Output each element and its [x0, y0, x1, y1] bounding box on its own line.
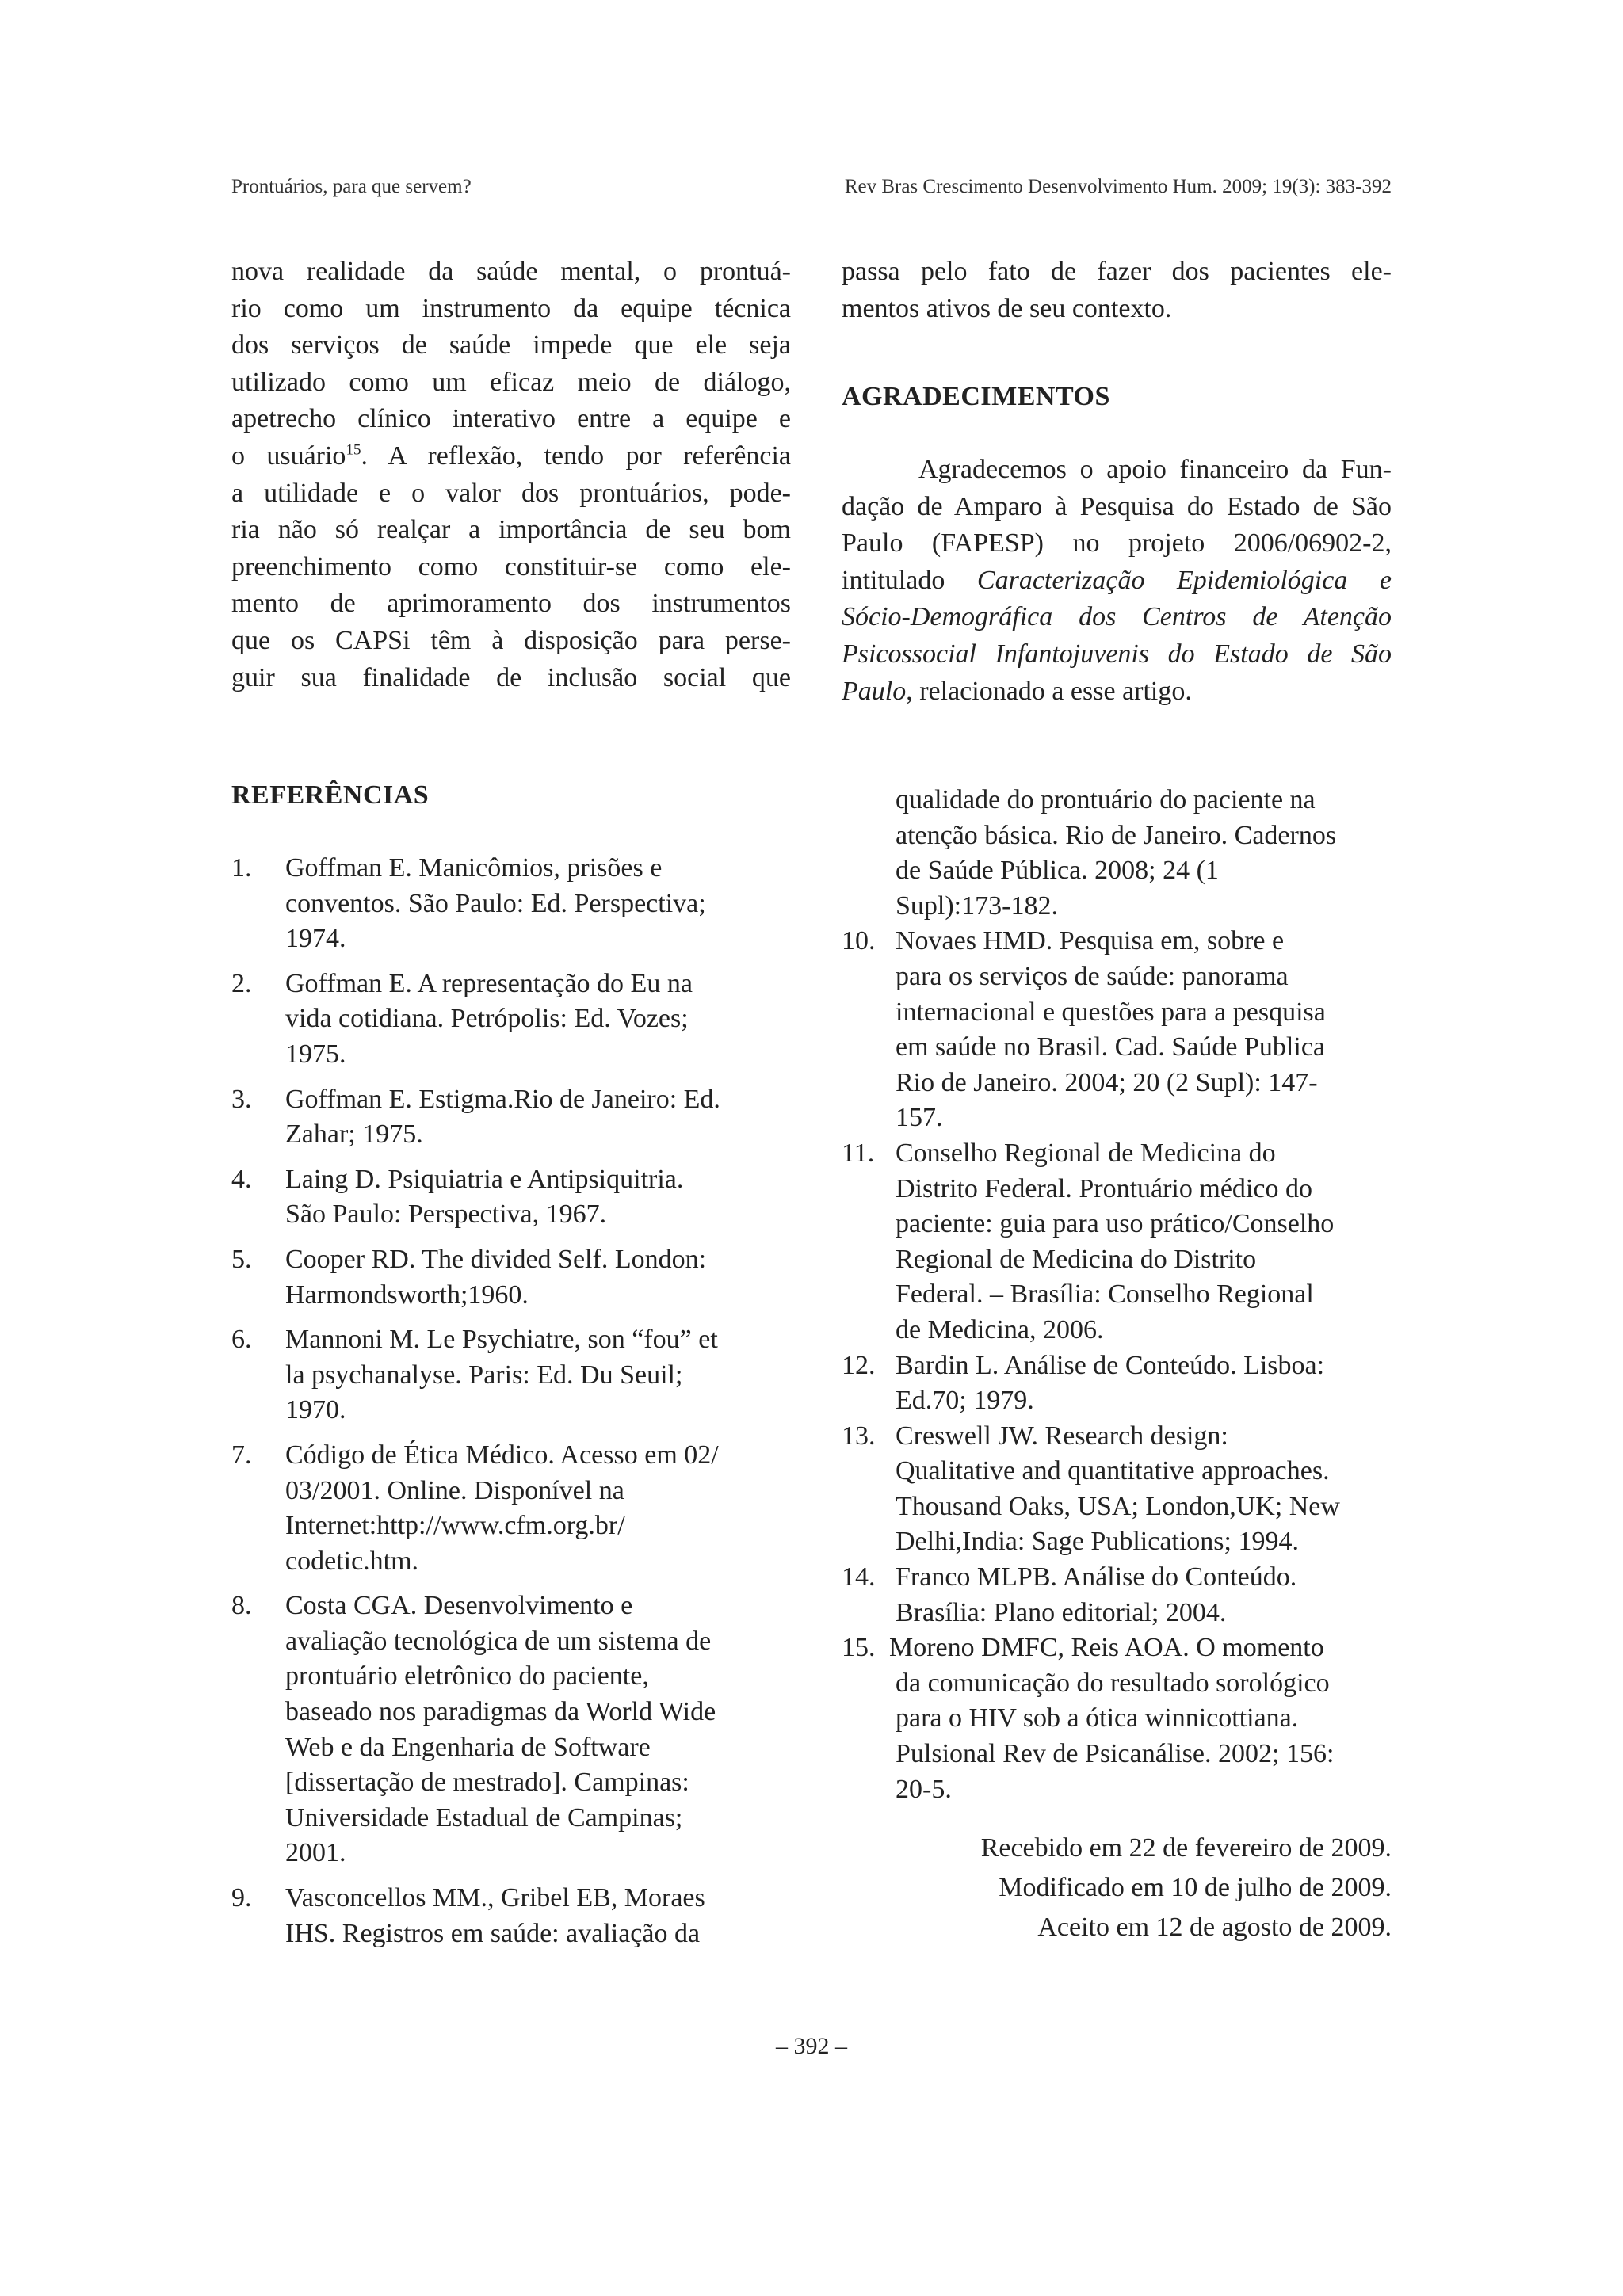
- reference-line: para os serviços de saúde: panorama: [896, 961, 1289, 991]
- reference-text: Moreno DMFC, Reis AOA. O momento: [889, 1633, 1324, 1663]
- body-line: mento de aprimoramento dos instrumentos: [231, 589, 791, 619]
- page-number: – 392 –: [776, 2033, 847, 2059]
- reference-item: [842, 1630, 1412, 1807]
- reference-line: [dissertação de mestrado]. Campinas:: [285, 1768, 689, 1798]
- body-line: passa pelo fato de fazer dos pacientes ele-: [842, 257, 1392, 286]
- body-column-right: [842, 254, 1392, 327]
- reference-line: Federal. – Brasília: Conselho Regional: [896, 1280, 1314, 1310]
- reference-line: Goffman E. Estigma.Rio de Janeiro: Ed.: [285, 1084, 720, 1114]
- reference-line: 20-5.: [896, 1774, 952, 1804]
- body-line: dação de Amparo à Pesquisa do Estado de São: [842, 491, 1392, 521]
- body-column-left: [231, 254, 791, 696]
- reference-line: Supl):173-182.: [896, 891, 1058, 921]
- body-line: apetrecho clínico interativo entre a equipe e: [231, 404, 791, 434]
- reference-item: [842, 1419, 1412, 1560]
- reference-line: Qualitative and quantitative approaches.: [896, 1456, 1330, 1486]
- reference-line: Internet:http://www.cfm.org.br/: [285, 1511, 625, 1541]
- reference-line: 157.: [896, 1103, 943, 1133]
- reference-item: [842, 1136, 1412, 1348]
- body-line: a utilidade e o valor dos prontuários, pode-: [231, 478, 791, 508]
- references-right-column: [842, 783, 1412, 1807]
- reference-continuation: [842, 783, 1412, 924]
- reference-line: Universidade Estadual de Campinas;: [285, 1802, 683, 1833]
- reference-text: Novaes HMD. Pesquisa em, sobre e: [896, 926, 1285, 956]
- body-line: ria não só realçar a importância de seu bom: [231, 515, 791, 545]
- reference-line: [842, 924, 1412, 959]
- reference-item: [231, 967, 802, 1073]
- body-line: guir sua finalidade de inclusão social que: [231, 662, 791, 692]
- body-line: [842, 563, 1392, 600]
- reference-line: de Medicina, 2006.: [896, 1314, 1104, 1344]
- reference-line: Laing D. Psiquiatria e Antipsiquitria.: [285, 1164, 684, 1194]
- reference-item: [842, 1560, 1412, 1630]
- reference-number: 2.: [231, 968, 252, 998]
- reference-line: Cooper RD. The divided Self. London:: [285, 1244, 707, 1274]
- reference-number: 10.: [842, 926, 876, 956]
- reference-line: Mannoni M. Le Psychiatre, son “fou” et: [285, 1325, 718, 1355]
- date-modified: Modificado em 10 de julho de 2009.: [999, 1873, 1392, 1902]
- reference-line: Web e da Engenharia de Software: [285, 1732, 651, 1762]
- project-title-italic: Paulo: [842, 676, 907, 706]
- reference-line: Delhi,India: Sage Publications; 1994.: [896, 1527, 1299, 1557]
- running-header-title: Prontuários, para que servem?: [231, 176, 472, 197]
- reference-line: Distrito Federal. Prontuário médico do: [896, 1173, 1312, 1203]
- body-line: [842, 599, 1392, 636]
- reference-line: Brasília: Plano editorial; 2004.: [896, 1597, 1227, 1627]
- reference-line: Harmondsworth;1960.: [285, 1280, 529, 1310]
- reference-number: 15.: [842, 1633, 876, 1663]
- body-line: Paulo (FAPESP) no projeto 2006/06902-2,: [842, 528, 1392, 559]
- body-line: [842, 673, 1392, 711]
- running-header-journal: Rev Bras Crescimento Desenvolvimento Hum. 2009; 19(3): 383-392: [844, 176, 1392, 197]
- reference-line: para o HIV sob a ótica winnicottiana.: [896, 1703, 1299, 1733]
- reference-line: de Saúde Pública. 2008; 24 (1: [896, 856, 1219, 886]
- body-line: dos serviços de saúde impede que ele seja: [231, 330, 791, 360]
- reference-number: 13.: [842, 1421, 876, 1451]
- reference-line: Costa CGA. Desenvolvimento e: [285, 1591, 633, 1621]
- reference-line: paciente: guia para uso prático/Conselho: [896, 1209, 1335, 1239]
- reference-number: 3.: [231, 1084, 252, 1114]
- reference-line: Pulsional Rev de Psicanálise. 2002; 156:: [896, 1739, 1335, 1769]
- reference-text: Creswell JW. Research design:: [896, 1421, 1228, 1451]
- reference-item: [231, 1438, 802, 1579]
- article-dates: [842, 1829, 1392, 1947]
- reference-item: [231, 1242, 802, 1313]
- reference-line: [842, 1419, 1412, 1455]
- reference-item: [231, 1881, 802, 1951]
- body-line: [231, 438, 791, 475]
- reference-line: 03/2001. Online. Disponível na: [285, 1475, 624, 1505]
- reference-item: [842, 924, 1412, 1136]
- reference-line: São Paulo: Perspectiva, 1967.: [285, 1199, 607, 1230]
- body-line: que os CAPSi têm à disposição para perse-: [231, 625, 791, 655]
- reference-line: 1975.: [285, 1039, 346, 1069]
- reference-number: 12.: [842, 1350, 876, 1380]
- reference-item: [231, 1082, 802, 1153]
- reference-line: [842, 1630, 1412, 1666]
- reference-line: 1974.: [285, 924, 346, 954]
- reference-item: [231, 1322, 802, 1428]
- body-line: preenchimento como constituir-se como ele-: [231, 551, 791, 582]
- reference-item: [231, 851, 802, 957]
- body-line: utilizado como um eficaz meio de diálogo,: [231, 367, 791, 397]
- reference-line: atenção básica. Rio de Janeiro. Cadernos: [896, 820, 1337, 850]
- reference-line: Rio de Janeiro. 2004; 20 (2 Supl): 147-: [896, 1067, 1318, 1097]
- reference-line: Regional de Medicina do Distrito: [896, 1244, 1257, 1274]
- reference-line: prontuário eletrônico do paciente,: [285, 1661, 649, 1691]
- reference-line: Vasconcellos MM., Gribel EB, Moraes: [285, 1883, 705, 1913]
- body-text: o usuário: [231, 441, 346, 471]
- reference-line: 2001.: [285, 1838, 346, 1868]
- reference-text: Bardin L. Análise de Conteúdo. Lisboa:: [896, 1350, 1325, 1380]
- reference-line: [842, 1136, 1412, 1172]
- reference-item: [842, 1348, 1412, 1419]
- reference-item: [231, 1589, 802, 1871]
- reference-line: Goffman E. A representação do Eu na: [285, 968, 693, 998]
- reference-line: conventos. São Paulo: Ed. Perspectiva;: [285, 888, 706, 918]
- section-heading-referencias: REFERÊNCIAS: [231, 780, 430, 810]
- project-title-italic: Caracterização Epidemiológica e: [976, 565, 1392, 595]
- reference-number: 1.: [231, 853, 252, 883]
- section-heading-agradecimentos: AGRADECIMENTOS: [842, 382, 1110, 411]
- reference-line: Goffman E. Manicômios, prisões e: [285, 853, 663, 883]
- reference-line: vida cotidiana. Petrópolis: Ed. Vozes;: [285, 1004, 689, 1034]
- body-line: nova realidade da saúde mental, o prontuá-: [231, 257, 791, 286]
- body-line: [842, 452, 1392, 489]
- reference-number: 8.: [231, 1591, 252, 1621]
- body-text: intitulado: [842, 565, 977, 595]
- reference-line: internacional e questões para a pesquisa: [896, 997, 1326, 1027]
- reference-number: 9.: [231, 1883, 252, 1913]
- reference-line: baseado nos paradigmas da World Wide: [285, 1697, 716, 1727]
- project-title-italic: Psicossocial Infantojuvenis do Estado de São: [842, 639, 1392, 669]
- reference-number: 14.: [842, 1562, 876, 1592]
- reference-line: qualidade do prontuário do paciente na: [896, 785, 1316, 814]
- reference-line: avaliação tecnológica de um sistema de: [285, 1626, 712, 1656]
- reference-line: IHS. Registros em saúde: avaliação da: [285, 1918, 701, 1948]
- citation-superscript: 15: [346, 441, 361, 459]
- date-received: Recebido em 22 de fevereiro de 2009.: [980, 1833, 1392, 1863]
- reference-line: Thousand Oaks, USA; London,UK; New: [896, 1491, 1340, 1521]
- project-title-italic: Sócio-Demográfica dos Centros de Atenção: [842, 602, 1392, 632]
- references-left-column: [231, 851, 802, 1951]
- reference-line: codetic.htm.: [285, 1546, 419, 1576]
- reference-number: 5.: [231, 1244, 252, 1274]
- body-line: rio como um instrumento da equipe técnica: [231, 293, 791, 323]
- date-accepted: Aceito em 12 de agosto de 2009.: [1037, 1913, 1392, 1942]
- reference-line: Zahar; 1975.: [285, 1119, 423, 1150]
- reference-line: da comunicação do resultado sorológico: [896, 1668, 1330, 1698]
- reference-line: [842, 1560, 1412, 1596]
- reference-line: la psychanalyse. Paris: Ed. Du Seuil;: [285, 1360, 683, 1390]
- body-text: Agradecemos o apoio financeiro da Fun-: [918, 455, 1392, 484]
- reference-number: 4.: [231, 1164, 252, 1194]
- reference-line: 1970.: [285, 1395, 346, 1425]
- reference-text: Conselho Regional de Medicina do: [896, 1138, 1276, 1168]
- reference-line: [842, 1348, 1412, 1384]
- reference-line: Ed.70; 1979.: [896, 1386, 1034, 1416]
- agradecimentos-paragraph: [842, 452, 1392, 710]
- body-line: mentos ativos de seu contexto.: [842, 293, 1172, 323]
- body-line: [842, 636, 1392, 673]
- reference-text: Franco MLPB. Análise do Conteúdo.: [896, 1562, 1297, 1592]
- reference-line: em saúde no Brasil. Cad. Saúde Publica: [896, 1032, 1326, 1062]
- reference-number: 6.: [231, 1325, 252, 1355]
- body-text: . A reflexão, tendo por referência: [361, 441, 791, 471]
- reference-number: 7.: [231, 1440, 252, 1470]
- reference-line: Código de Ética Médico. Acesso em 02/: [285, 1440, 719, 1470]
- reference-number: 11.: [842, 1138, 875, 1168]
- body-text: , relacionado a esse artigo.: [906, 676, 1192, 706]
- reference-item: [231, 1162, 802, 1233]
